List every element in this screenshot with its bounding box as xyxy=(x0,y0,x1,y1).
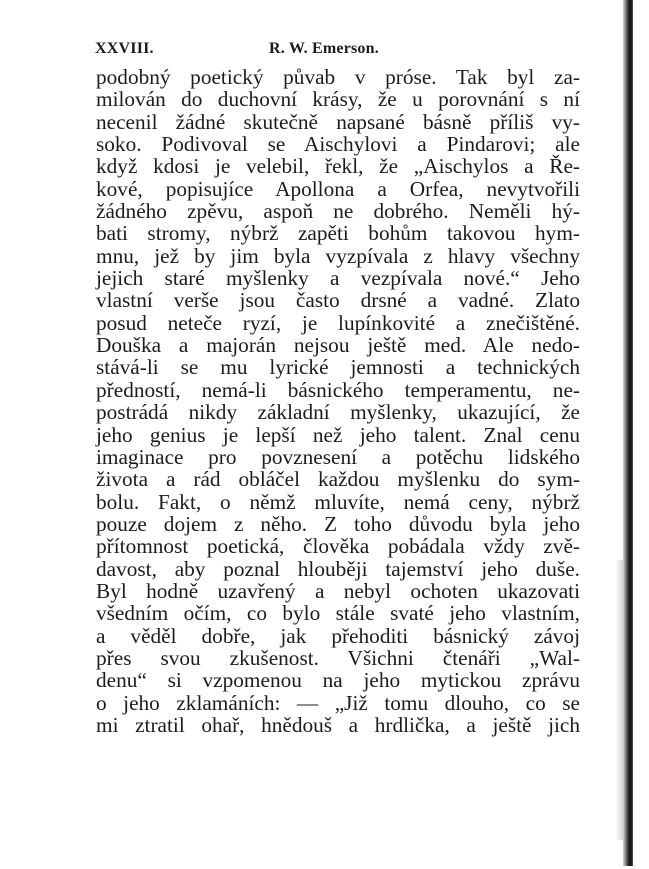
text-line: posud neteče ryzí, je lupínkovité a znečištěné. xyxy=(96,310,580,335)
text-line: davost, aby poznal hlouběji tajemství jeho duše. xyxy=(96,556,580,581)
text-line: jeho genius je lepší než jeho talent. Znal cenu xyxy=(96,422,580,447)
text-line: když kdosi je velebil, řekl, že „Aischylos a Ře- xyxy=(96,154,580,179)
text-line: mi ztratil ohař, hnědouš a hrdlička, a ještě jich xyxy=(96,712,580,737)
body-paragraph xyxy=(96,66,580,736)
text-line: vlastní verše jsou často drsné a vadné. Zlato xyxy=(96,288,580,313)
text-line: stává-li se mu lyrické jemnosti a technických xyxy=(96,355,580,380)
text-line: všedním očím, co bylo stále svaté jeho vlastním, xyxy=(96,601,580,626)
text-line: milován do duchovní krásy, že u porovnání s ní xyxy=(96,87,580,112)
text-line: žádného zpěvu, aspoň ne dobrého. Neměli hý- xyxy=(96,199,580,224)
text-line: Byl hodně uzavřený a nebyl ochoten ukazovati xyxy=(96,578,580,603)
text-line: přes svou zkušenost. Všichni čtenáři „Wal- xyxy=(96,645,580,670)
text-line: pouze dojem z něho. Z toho důvodu byla jeho xyxy=(96,511,580,536)
text-line: a věděl dobře, jak přehoditi básnický závoj xyxy=(96,623,580,648)
book-spine-edge xyxy=(623,0,633,866)
text-line: kové, popisujíce Apollona a Orfea, nevytvořili xyxy=(96,176,580,201)
text-line: necenil žádné skutečně napsané básně příliš vy- xyxy=(96,109,580,134)
text-line: bolu. Fakt, o němž mluvíte, nemá ceny, nýbrž xyxy=(96,489,580,514)
text-line: bati stromy, nýbrž zapěti bohům takovou hym- xyxy=(96,221,580,246)
text-line: o jeho zklamáních: — „Již tomu dlouho, co se xyxy=(96,690,580,715)
running-head xyxy=(95,40,579,60)
text-line: života a rád obláčel každou myšlenku do sym- xyxy=(96,467,580,492)
text-line: postrádá nikdy základní myšlenky, ukazující, že xyxy=(96,400,580,425)
text-line: jejich staré myšlenky a vezpívala nové.“ Jeho xyxy=(96,266,580,291)
text-line: imaginace pro povznesení a potěchu lidského xyxy=(96,444,580,469)
text-line: přítomnost poetická, člověka pobádala vždy zvě- xyxy=(96,534,580,559)
text-line: podobný poetický půvab v próse. Tak byl za- xyxy=(96,65,580,89)
page-number: XXVIII. xyxy=(95,40,154,57)
text-line: Douška a majorán nejsou ještě med. Ale nedo- xyxy=(96,333,580,358)
text-line: mnu, jež by jim byla vyzpívala z hlavy všechny xyxy=(96,243,580,268)
text-line: denu“ si vzpomenou na jeho mytickou zprávu xyxy=(96,668,580,693)
text-line: předností, nemá-li básnického temperamentu, ne- xyxy=(96,377,580,402)
running-title: R. W. Emerson. xyxy=(269,40,379,57)
text-line: soko. Podivoval se Aischylovi a Pindarovi; ale xyxy=(96,132,580,157)
